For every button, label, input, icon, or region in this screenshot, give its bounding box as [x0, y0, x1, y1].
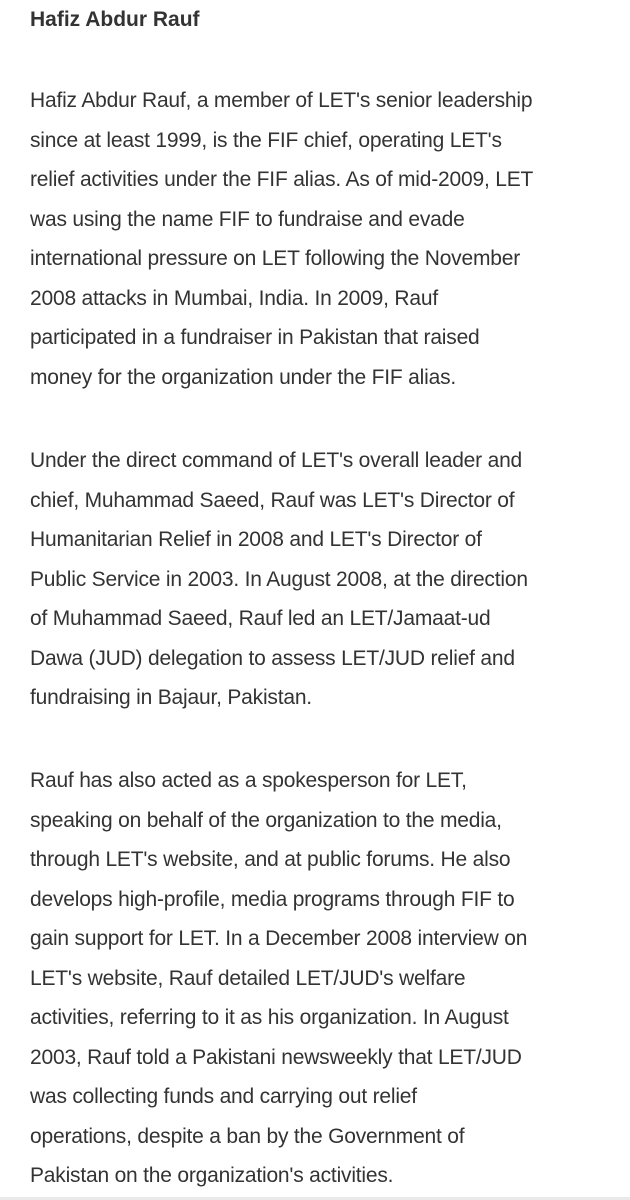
paragraph-2 [30, 441, 528, 718]
text-line: speaking on behalf of the organization to the media, [30, 808, 502, 832]
text-line: Dawa (JUD) delegation to assess LET/JUD relief and [30, 646, 515, 670]
text-line: Hafiz Abdur Rauf, a member of LET's senior leadership [30, 89, 533, 112]
text-line: 2003, Rauf told a Pakistani newsweekly that LET/JUD [30, 1045, 522, 1069]
text-line: Humanitarian Relief in 2008 and LET's Director of [30, 528, 482, 551]
text-line: activities, referring to it as his organization. In August [30, 1006, 509, 1029]
text-line: of Muhammad Saeed, Rauf led an LET/Jamaat-ud [30, 607, 491, 630]
text-line: chief, Muhammad Saeed, Rauf was LET's Director of [30, 488, 515, 512]
text-line: fundraising in Bajaur, Pakistan. [30, 686, 312, 709]
text-line: money for the organization under the FIF alias. [30, 365, 457, 389]
text-line: international pressure on LET following the November [30, 247, 520, 270]
text-line: relief activities under the FIF alias. As of mid-2009, LET [30, 168, 534, 191]
text-line: was using the name FIF to fundraise and evade [30, 207, 465, 231]
paragraph-3 [30, 761, 527, 1196]
text-line: 2008 attacks in Mumbai, India. In 2009, Rauf [30, 286, 438, 310]
text-line: Under the direct command of LET's overall leader and [30, 449, 523, 472]
text-line: gain support for LET. In a December 2008 interview on [30, 927, 528, 950]
text-line: Public Service in 2003. In August 2008, at the direction [30, 567, 528, 591]
text-line: since at least 1999, is the FIF chief, operating LET's [30, 128, 502, 152]
text-line: develops high-profile, media programs through FIF to [30, 887, 515, 911]
text-line: Rauf has also acted as a spokesperson for LET, [30, 769, 467, 792]
paragraph-1 [30, 81, 533, 397]
text-line: participated in a fundraiser in Pakistan that raised [30, 326, 480, 349]
text-line: LET's website, Rauf detailed LET/JUD's welfare [30, 966, 466, 990]
text-line: operations, despite a ban by the Government of [30, 1124, 465, 1148]
text-line: was collecting funds and carrying out relief [30, 1085, 417, 1108]
document-title: Hafiz Abdur Rauf [30, 8, 200, 31]
text-line: through LET's website, and at public forums. He also [30, 848, 511, 871]
text-line: Pakistan on the organization's activities. [30, 1164, 394, 1187]
